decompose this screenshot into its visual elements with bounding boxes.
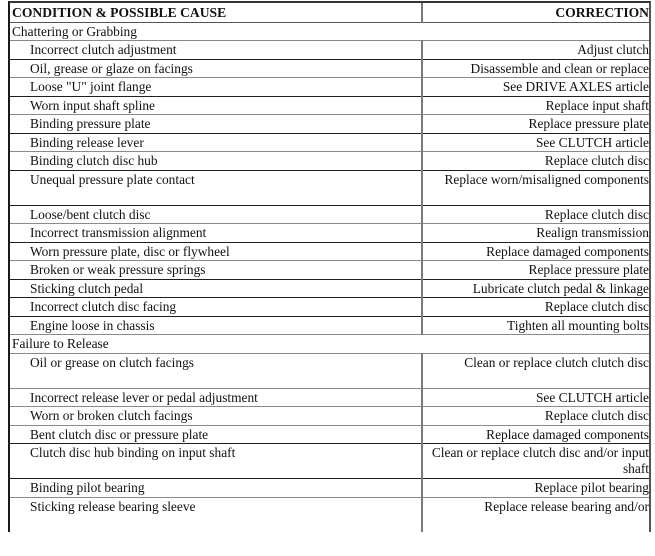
- table-row: [10, 261, 649, 280]
- correction-cell: Replace clutch disc: [422, 298, 649, 317]
- section-row: [10, 335, 649, 354]
- correction-cell: Tighten all mounting bolts: [422, 316, 649, 335]
- correction-cell: Replace damaged components: [422, 425, 649, 444]
- section-title: Failure to Release: [10, 335, 649, 354]
- correction-cell: Replace clutch disc: [422, 407, 649, 426]
- cause-cell: Binding release lever: [10, 133, 422, 152]
- correction-cell: Replace pressure plate: [422, 115, 649, 134]
- correction-cell: Realign transmission: [422, 224, 649, 243]
- correction-cell: Replace pressure plate: [422, 261, 649, 280]
- cause-cell: Loose/bent clutch disc: [10, 205, 422, 224]
- table-header-row: [10, 3, 649, 22]
- cause-cell: Loose "U" joint flange: [10, 78, 422, 97]
- cause-cell: Binding pilot bearing: [10, 479, 422, 498]
- table-row: [10, 115, 649, 134]
- correction-cell: Clean or replace clutch disc and/or input shaft: [422, 444, 649, 479]
- correction-cell: Replace release bearing and/or: [422, 497, 649, 532]
- section-title: Chattering or Grabbing: [10, 22, 649, 41]
- diagnosis-table-container: [8, 1, 651, 532]
- table-row: [10, 388, 649, 407]
- table-row: [10, 497, 649, 532]
- table-row: [10, 96, 649, 115]
- table-row: [10, 78, 649, 97]
- correction-cell: Clean or replace clutch clutch disc: [422, 353, 649, 388]
- cause-cell: Worn input shaft spline: [10, 96, 422, 115]
- cause-cell: Sticking release bearing sleeve: [30, 498, 196, 514]
- table-row: [10, 353, 649, 388]
- table-row: [10, 479, 649, 498]
- header-condition: CONDITION & POSSIBLE CAUSE: [10, 3, 422, 22]
- correction-cell: Replace input shaft: [422, 96, 649, 115]
- table-row: [10, 224, 649, 243]
- table-row: [10, 41, 649, 60]
- correction-cell: Lubricate clutch pedal & linkage: [422, 279, 649, 298]
- cause-cell: Unequal pressure plate contact: [10, 170, 422, 205]
- cause-cell: Incorrect clutch adjustment: [10, 41, 422, 60]
- table-row: [10, 205, 649, 224]
- table-row: [10, 298, 649, 317]
- correction-cell: Replace clutch disc: [422, 152, 649, 171]
- section-row: [10, 22, 649, 41]
- table-row: [10, 444, 649, 479]
- correction-cell: Disassemble and clean or replace: [422, 59, 649, 78]
- correction-cell: Replace pilot bearing: [422, 479, 649, 498]
- cause-cell: Clutch disc hub binding on input shaft: [10, 444, 422, 479]
- table-row: [10, 407, 649, 426]
- cause-cell: Worn pressure plate, disc or flywheel: [10, 242, 422, 261]
- correction-cell: Replace clutch disc: [422, 205, 649, 224]
- cause-cell: Bent clutch disc or pressure plate: [10, 425, 422, 444]
- correction-cell: See DRIVE AXLES article: [422, 78, 649, 97]
- correction-cell: See CLUTCH article: [422, 388, 649, 407]
- table-row: [10, 242, 649, 261]
- cause-cell: Incorrect clutch disc facing: [10, 298, 422, 317]
- table-row: [10, 279, 649, 298]
- cause-cell: Incorrect transmission alignment: [10, 224, 422, 243]
- cause-cell: Binding clutch disc hub: [10, 152, 422, 171]
- table-row: [10, 59, 649, 78]
- correction-cell: See CLUTCH article: [422, 133, 649, 152]
- table-row: [10, 316, 649, 335]
- cause-cell: Binding pressure plate: [10, 115, 422, 134]
- cause-cell: Engine loose in chassis: [10, 316, 422, 335]
- cause-cell: Worn or broken clutch facings: [10, 407, 422, 426]
- header-correction: CORRECTION: [422, 3, 649, 22]
- correction-cell: Replace worn/misaligned components: [422, 170, 649, 205]
- correction-cell: Adjust clutch: [422, 41, 649, 60]
- cause-cell: Oil, grease or glaze on facings: [10, 59, 422, 78]
- table-row: [10, 133, 649, 152]
- correction-cell: Replace damaged components: [422, 242, 649, 261]
- clutch-diagnosis-table: [10, 3, 649, 532]
- cause-cell: Sticking clutch pedal: [10, 279, 422, 298]
- table-row: [10, 170, 649, 205]
- table-row: [10, 152, 649, 171]
- cause-cell: Broken or weak pressure springs: [10, 261, 422, 280]
- table-row: [10, 425, 649, 444]
- cause-cell: Oil or grease on clutch facings: [10, 353, 422, 388]
- cause-cell: Incorrect release lever or pedal adjustment: [10, 388, 422, 407]
